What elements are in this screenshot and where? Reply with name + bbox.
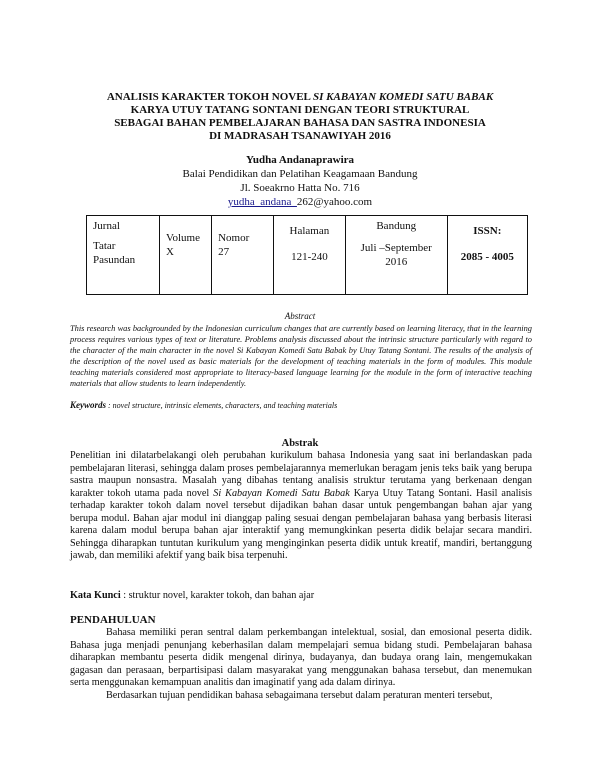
title-line-2: KARYA UTUY TATANG SONTANI DENGAN TEORI STRUKTURAL xyxy=(130,104,470,116)
title-novel-name: SI KABAYAN KOMEDI SATU BABAK xyxy=(313,91,494,103)
keywords-id-label: Kata Kunci xyxy=(70,590,121,601)
abstract-id-body xyxy=(70,450,532,563)
bandung-cell xyxy=(345,216,447,295)
abstract-id-paragraph xyxy=(70,450,532,563)
author-address: Jl. Soeakrno Hatta No. 716 xyxy=(240,182,360,194)
issn-cell xyxy=(447,216,527,295)
keywords-en xyxy=(70,400,532,410)
pendahuluan-paragraph-2: Berdasarkan tujuan pendidikan bahasa sebagaimana tersebut dalam peraturan menteri tersebut, xyxy=(106,689,493,701)
abstract-id-text-end: Karya Utuy Tatang Sontani. Hasil analisis terhadap karakter tokoh dalam novel tersebut dijadikan bahan dasar untuk pengembangan bahan ajar yang berupa modul. Bahan ajar modul ini dianggap paling sesuai dengan pembelajaran bahasa yang berbasis literasi karena dalam modul berupa bahan ajar interaktif yang memungkinkan peserta didik belajar secara mandiri. Sehingga diharapkan tuntutan kurikulum yang menginginkan peserta didik untuk kreatif, mandiri, bertanggung jawab, dan memiliki afektif yang baik bisa terpenuhi. xyxy=(70,487,532,561)
volume-label: Volume xyxy=(165,232,200,244)
author-block xyxy=(100,153,500,209)
keywords-id-text: : struktur novel, karakter tokoh, dan bahan ajar xyxy=(120,590,315,601)
volume-cell xyxy=(159,216,211,295)
nomor-cell xyxy=(212,216,274,295)
title-line-3: SEBAGAI BAHAN PEMBELAJARAN BAHASA DAN SASTRA INDONESIA xyxy=(114,117,486,129)
title-line-1-start: ANALISIS KARAKTER TOKOH NOVEL xyxy=(106,91,314,103)
title-line-4: DI MADRASAH TSANAWIYAH 2016 xyxy=(209,130,391,142)
abstract-id-text-start: Penelitian ini dilatarbelakangi oleh perubahan kurikulum bahasa Indonesia yang saat ini berlandaskan pada pembelajaran literasi, sehingga dalam proses pembelajarannya memerlukan beragam jenis teks baik yang berupa sastra maupun nonsastra. Masalah yang dibahas tentang analisis struktur terutama yang berkenaan dengan karakter tokoh utama pada novel xyxy=(70,450,532,499)
jurnal-cell xyxy=(87,216,160,295)
bandung-value: Juli –September 2016 xyxy=(360,242,432,268)
publication-info-table xyxy=(86,215,528,295)
paper-title xyxy=(50,91,550,143)
author-affiliation: Balai Pendidikan dan Pelatihan Keagamaan Bandung xyxy=(182,168,418,180)
bandung-label: Bandung xyxy=(376,220,417,232)
jurnal-value: Tatar Pasundan xyxy=(93,240,136,266)
volume-value: X xyxy=(165,246,174,258)
abstract-en-heading: Abstract xyxy=(284,311,316,321)
issn-label: ISSN: xyxy=(473,225,502,237)
jurnal-label: Jurnal xyxy=(93,220,120,232)
table-row xyxy=(87,216,528,295)
title-line-1 xyxy=(50,91,550,104)
abstract-en-body: This research was backgrounded by the Indonesian curriculum changes that are currently based on learning literacy, that in the learning process requires various types of text or literature. Problems analysis discussed about the intrinsic structure particularly with regard to the character of the main character in the novel Si Kabayan Komedi Satu Babak by Utuy Tatang Sontani. The results of the analysis of the description of the novel used as basic materials for the development of teaching materials in the form of modules. This module teaching materials considered most appropriate to literacy-based language learning for the module in the form of interactive teaching materials that allow students to learn independently. xyxy=(70,324,532,388)
pendahuluan-body xyxy=(70,627,532,702)
author-email[interactable] xyxy=(100,195,500,209)
keywords-id xyxy=(70,590,532,601)
issn-value: 2085 - 4005 xyxy=(460,251,514,263)
pendahuluan-paragraph-1: Bahasa memiliki peran sentral dalam perkembangan intelektual, sosial, dan emosional peserta didik. Bahasa juga menjadi penunjang keberhasilan dalam mempelajari semua bidang studi. Pembelajaran bahasa diharapkan membantu peserta didik mengenal dirinya, budayanya, dan budaya orang lain, mengemukakan gagasan dan perasaan, berpartisipasi dalam masyarakat yang menggunakan bahasa tersebut, dan menemukan serta menggunakan kemampuan analitis dan imaginatif yang ada dalam dirinya. xyxy=(70,627,532,688)
halaman-cell xyxy=(274,216,346,295)
nomor-label: Nomor xyxy=(218,232,250,244)
halaman-value: 121-240 xyxy=(291,251,328,263)
nomor-value: 27 xyxy=(218,246,230,258)
author-email-domain[interactable]: 262@yahoo.com xyxy=(296,196,373,208)
keywords-en-label: Keywords xyxy=(70,400,106,410)
abstract-id-novel-name: Si Kabayan Komedi Satu Babak xyxy=(213,487,350,499)
author-name: Yudha Andanaprawira xyxy=(245,154,355,166)
halaman-label: Halaman xyxy=(289,225,330,237)
author-email-user[interactable]: yudha_andana_ xyxy=(227,196,297,208)
section-heading-pendahuluan: PENDAHULUAN xyxy=(70,614,156,626)
abstract-id-heading: Abstrak xyxy=(281,438,319,449)
keywords-en-text: : novel structure, intrinsic elements, characters, and teaching materials xyxy=(106,401,338,410)
